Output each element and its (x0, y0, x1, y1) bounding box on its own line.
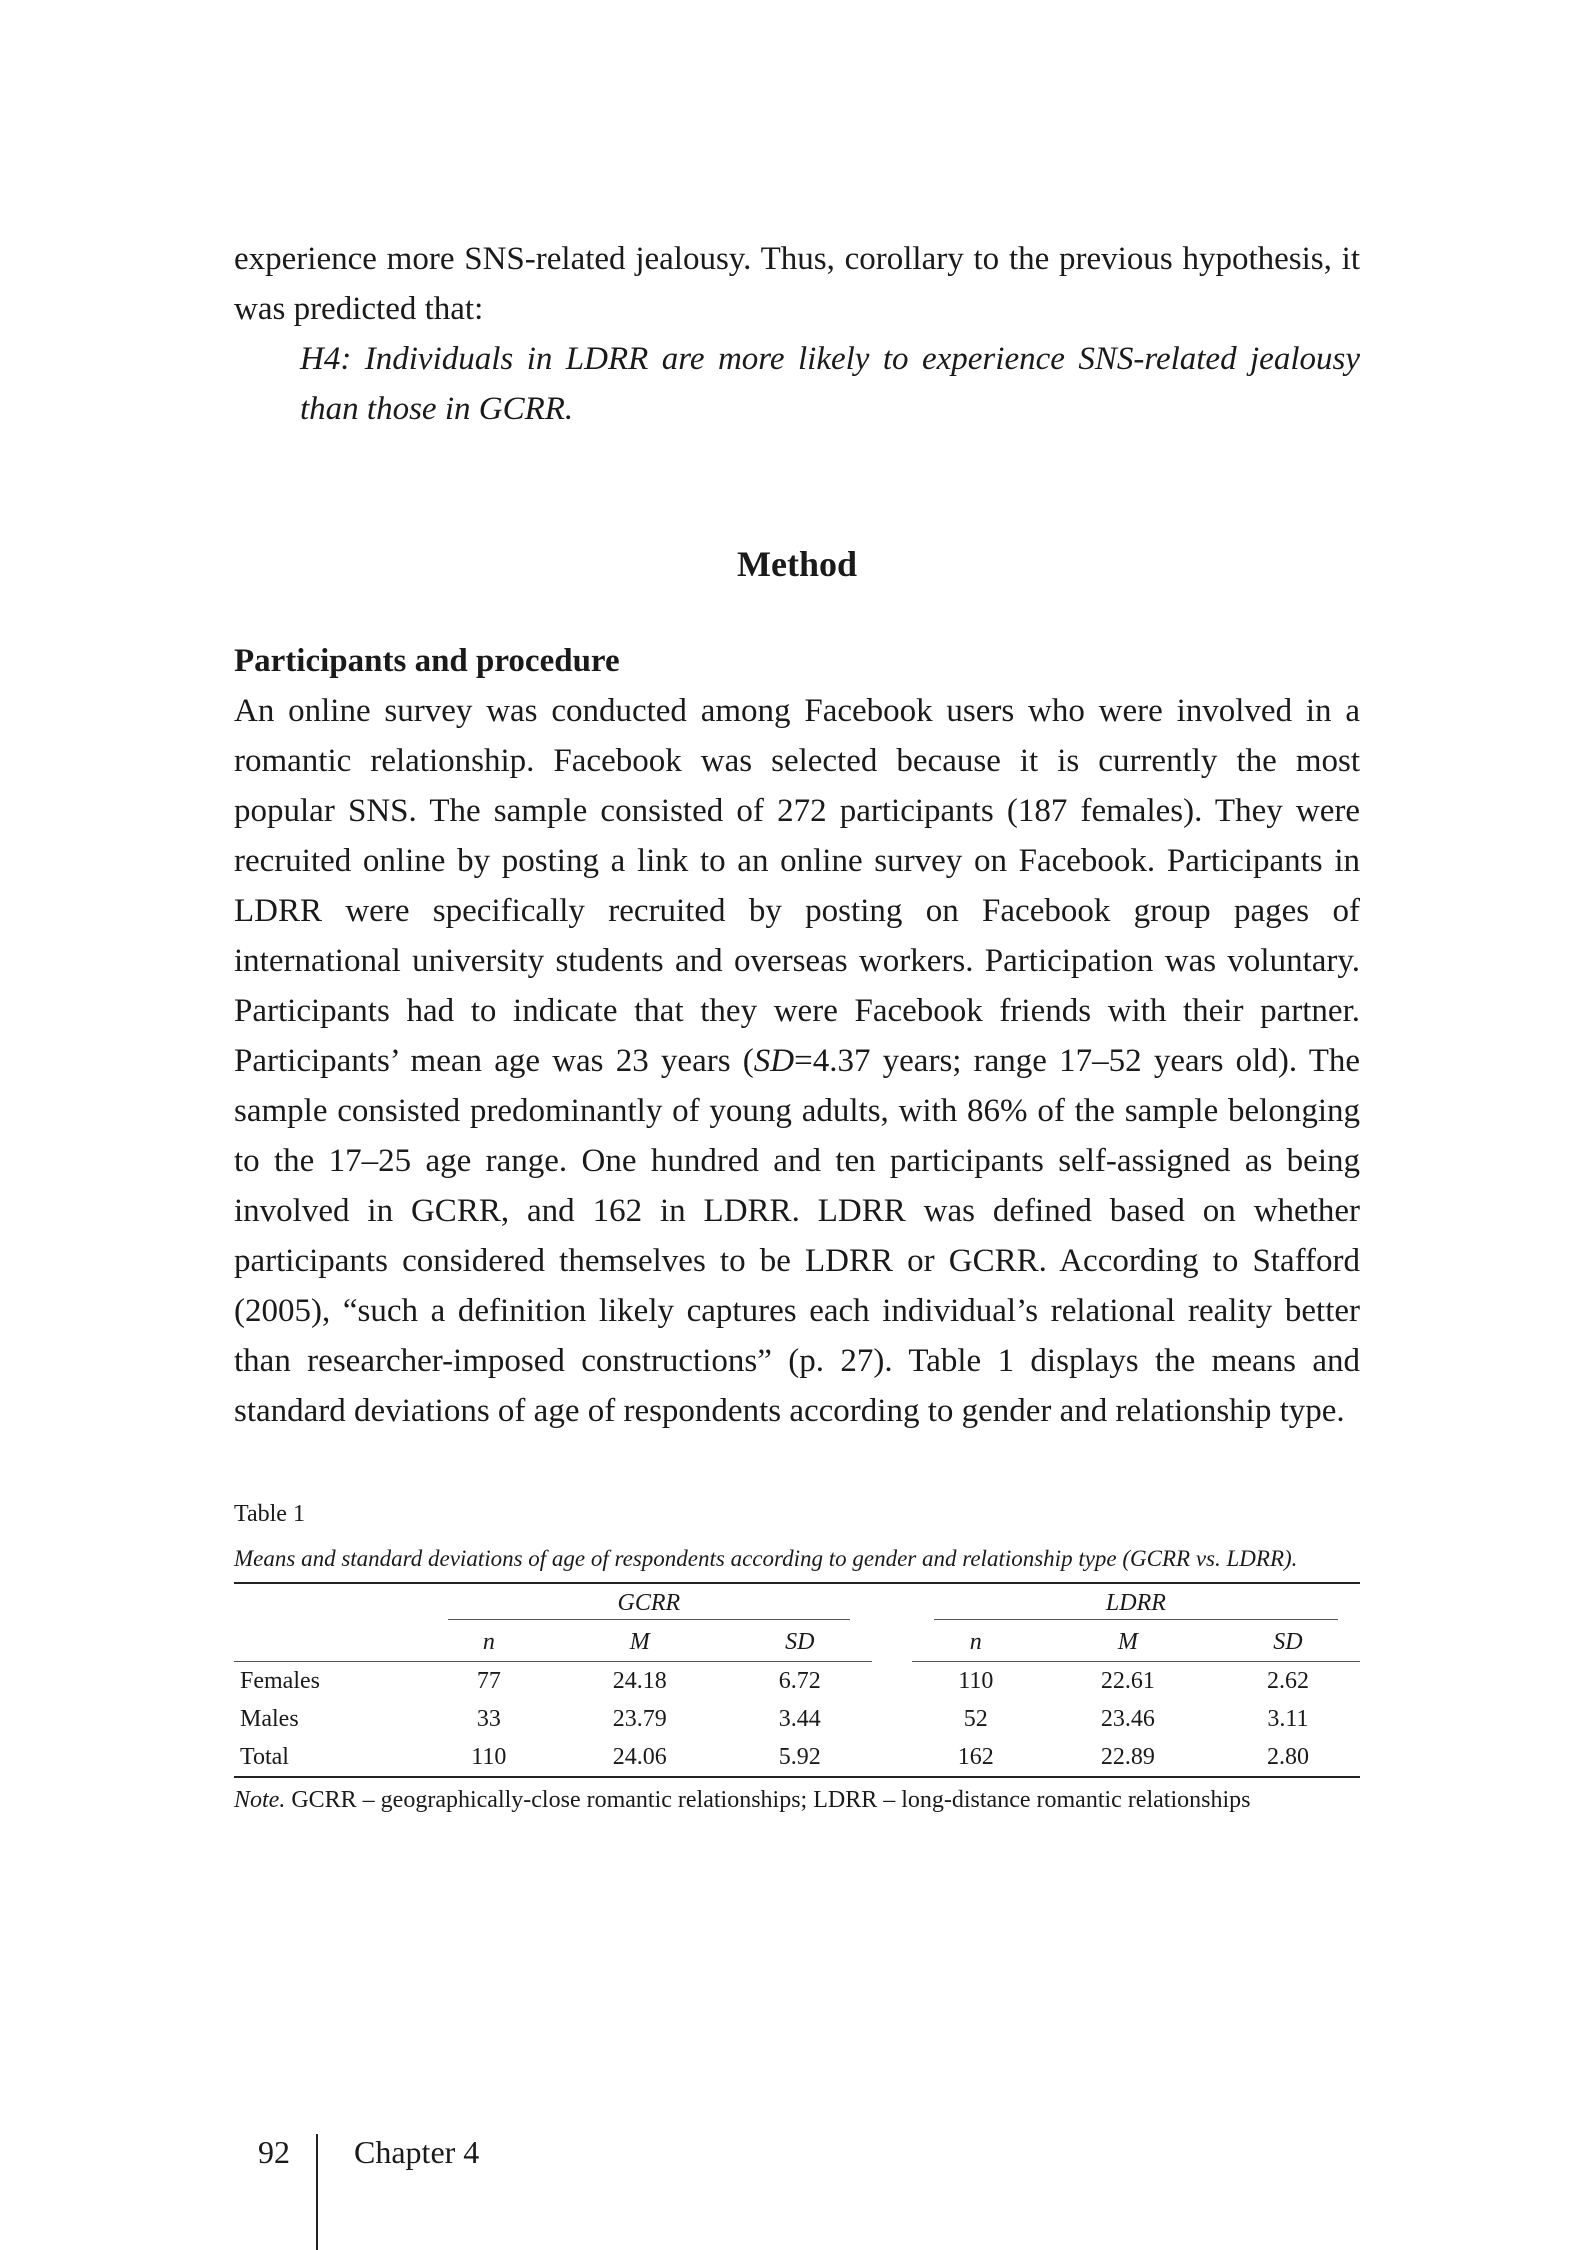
table-cell: 162 (957, 1744, 994, 1770)
hypothesis-h4: H4: Individuals in LDRR are more likely to experience SNS-related jealousy than those in GCRR. (300, 341, 1360, 427)
table-corner (234, 1583, 426, 1623)
table-caption: Means and standard deviations of age of respondents according to gender and relationship type (GCRR vs. LDRR). (234, 1546, 1298, 1571)
table-cell: 22.61 (1100, 1668, 1155, 1694)
table-row (234, 1700, 1360, 1738)
row-label: Females (240, 1668, 320, 1694)
table-label: Table 1 (234, 1501, 305, 1527)
table-cell: 2.62 (1266, 1668, 1309, 1694)
table-row (234, 1662, 1360, 1701)
page-number: 92 (258, 2134, 290, 2170)
intro-paragraph: experience more SNS-related jealousy. Thus, corollary to the previous hypothesis, it was predicted that: (234, 241, 1360, 327)
table-cell: 52 (963, 1706, 988, 1732)
group-gap (872, 1583, 912, 1623)
row-gap (872, 1662, 912, 1701)
row-gap (872, 1738, 912, 1777)
footer-divider (316, 2134, 318, 2250)
subsection-heading: Participants and procedure (234, 643, 620, 679)
method-text-a: An online survey was conducted among Facebook users who were involved in a romantic relationship. Facebook was selected because it is currently the most popular SNS. The sample consisted of 272 participants (187 females). They were recruited online by posting a link to an online survey on Facebook. Participants in LDRR were specifically recruited by posting on Facebook group pages of international university students and overseas workers. Participation was voluntary. Participants had to indicate that they were Facebook friends with their partner. Participants’ mean age was 23 years ( (234, 693, 1360, 1079)
subheader-gap (872, 1623, 912, 1662)
table-cell: 3.11 (1267, 1706, 1309, 1732)
table-note (234, 1784, 1360, 1816)
table-row (234, 1738, 1360, 1777)
method-text-b: =4.37 years; range 17–52 years old). The sample consisted predominantly of young adults, with 86% of the sample belonging to the 17–25 age range. One hundred and ten participants self-assigned as being involved in GCRR, and 162 in LDRR. LDRR was defined based on whether participants considered themselves to be LDRR or GCRR. According to Stafford (2005), “such a definition likely captures each individual’s relational reality better than researcher-imposed constructions” (p. 27). Table 1 displays the means and standard deviations of age of respondents according to gender and relationship type. (234, 1043, 1360, 1429)
table-group-header-row (234, 1583, 1360, 1623)
page-content (234, 234, 1360, 1816)
subheader-ldrr-m: M (1040, 1623, 1216, 1662)
table-subheader-row (234, 1623, 1360, 1662)
subheader-gcrr-sd: SD (728, 1623, 872, 1662)
table-cell: 110 (958, 1668, 994, 1694)
table-cell: 2.80 (1266, 1744, 1309, 1770)
section-heading-method: Method (737, 544, 857, 584)
table-note-text: GCRR – geographically-close romantic relationships; LDRR – long-distance romantic relationships (285, 1787, 1251, 1813)
subheader-blank (234, 1623, 426, 1662)
group-header-gcrr: GCRR (426, 1583, 872, 1623)
table-cell: 6.72 (778, 1668, 821, 1694)
table-age-stats (234, 1582, 1360, 1778)
table-cell: 24.06 (612, 1744, 667, 1770)
table-cell: 3.44 (778, 1706, 821, 1732)
table-cell: 110 (471, 1744, 507, 1770)
row-label: Males (240, 1706, 299, 1732)
subheader-gcrr-m: M (552, 1623, 728, 1662)
subheader-ldrr-n: n (912, 1623, 1040, 1662)
table-cell: 23.79 (612, 1706, 667, 1732)
chapter-label: Chapter 4 (354, 2134, 480, 2170)
subheader-ldrr-sd: SD (1216, 1623, 1360, 1662)
table-cell: 22.89 (1100, 1744, 1155, 1770)
table-cell: 23.46 (1100, 1706, 1155, 1732)
subheader-gcrr-n: n (426, 1623, 552, 1662)
method-text-sd: SD (753, 1043, 795, 1079)
group-header-ldrr: LDRR (912, 1583, 1360, 1623)
table-cell: 5.92 (778, 1744, 821, 1770)
table-note-label: Note. (234, 1787, 286, 1813)
method-paragraph (234, 686, 1360, 1436)
row-gap (872, 1700, 912, 1738)
table-cell: 24.18 (612, 1668, 667, 1694)
table-cell: 33 (476, 1706, 501, 1732)
table-cell: 77 (476, 1668, 501, 1694)
row-label: Total (240, 1744, 289, 1770)
